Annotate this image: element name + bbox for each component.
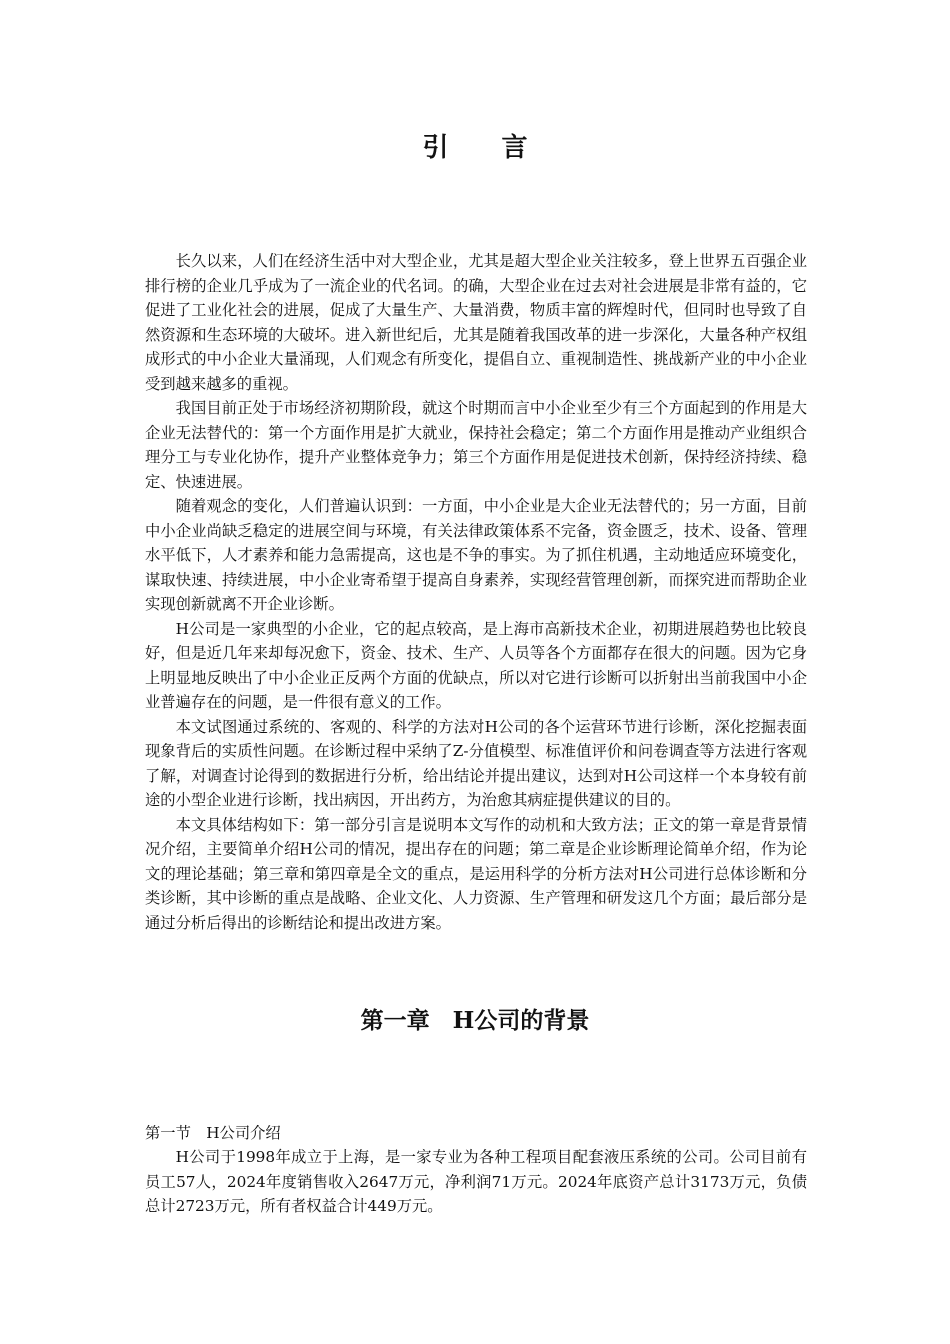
intro-body: [145, 249, 807, 935]
intro-paragraph: 长久以来，人们在经济生活中对大型企业，尤其是超大型企业关注较多，登上世界五百强企业排行榜的企业几乎成为了一流企业的代名词。的确，大型企业在过去对社会进展是非常有益的，它促进了工业化社会的进展，促成了大量生产、大量消费，物质丰富的辉煌时代，但同时也导致了自然资源和生态环境的大破坏。进入新世纪后，尤其是随着我国改革的进一步深化，大量各种产权组成形式的中小企业大量涌现，人们观念有所变化，提倡自立、重视制造性、挑战新产业的中小企业受到越来越多的重视。: [145, 252, 807, 393]
intro-paragraph: 本文试图通过系统的、客观的、科学的方法对H公司的各个运营环节进行诊断，深化挖掘表面现象背后的实质性问题。在诊断过程中采纳了Z-分值模型、标准值评价和问卷调查等方法进行客观了解，对调查讨论得到的数据进行分析，给出结论并提出建议，达到对H公司这样一个本身较有前途的小型企业进行诊断，找出病因，开出药方，为治愈其病症提供建议的目的。: [145, 717, 807, 809]
chapter-title: 第一章 H公司的背景: [360, 1007, 590, 1034]
intro-paragraph: 我国目前正处于市场经济初期阶段，就这个时期而言中小企业至少有三个方面起到的作用是大企业无法替代的：第一个方面作用是扩大就业，保持社会稳定；第二个方面作用是推动产业组织合理分工与专业化协作，提升产业整体竞争力；第三个方面作用是促进技术创新，保持经济持续、稳定、快速进展。: [145, 399, 807, 491]
intro-paragraph: H公司是一家典型的小企业，它的起点较高，是上海市高新技术企业，初期进展趋势也比较良好，但是近几年来却每况愈下，资金、技术、生产、人员等各个方面都存在很大的问题。因为它身上明显地反映出了中小企业正反两个方面的优缺点，所以对它进行诊断可以折射出当前我国中小企业普遍存在的问题，是一件很有意义的工作。: [145, 619, 807, 711]
section-paragraph: H公司于1998年成立于上海，是一家专业为各种工程项目配套液压系统的公司。公司目前有员工57人，2024年度销售收入2647万元，净利润71万元。2024年底资产总计3173万元，负债总计2723万元，所有者权益合计449万元。: [145, 1148, 807, 1215]
intro-title: 引 言: [422, 133, 550, 163]
section-title: 第一节 H公司介绍: [145, 1124, 281, 1142]
intro-paragraph: 本文具体结构如下：第一部分引言是说明本文写作的动机和大致方法；正文的第一章是背景情况介绍，主要简单介绍H公司的情况，提出存在的问题；第二章是企业诊断理论简单介绍，作为论文的理论基础；第三章和第四章是全文的重点，是运用科学的分析方法对H公司进行总体诊断和分类诊断，其中诊断的重点是战略、企业文化、人力资源、生产管理和研发这几个方面；最后部分是通过分析后得出的诊断结论和提出改进方案。: [145, 815, 807, 932]
intro-paragraph: 随着观念的变化，人们普遍认识到：一方面，中小企业是大企业无法替代的；另一方面，目前中小企业尚缺乏稳定的进展空间与环境，有关法律政策体系不完备，资金匮乏，技术、设备、管理水平低下，人才素养和能力急需提高，这也是不争的事实。为了抓住机遇，主动地适应环境变化，谋取快速、持续进展，中小企业寄希望于提高自身素养，实现经营管理创新，而探究进而帮助企业实现创新就离不开企业诊断。: [145, 497, 807, 613]
section-body: [145, 1145, 807, 1219]
